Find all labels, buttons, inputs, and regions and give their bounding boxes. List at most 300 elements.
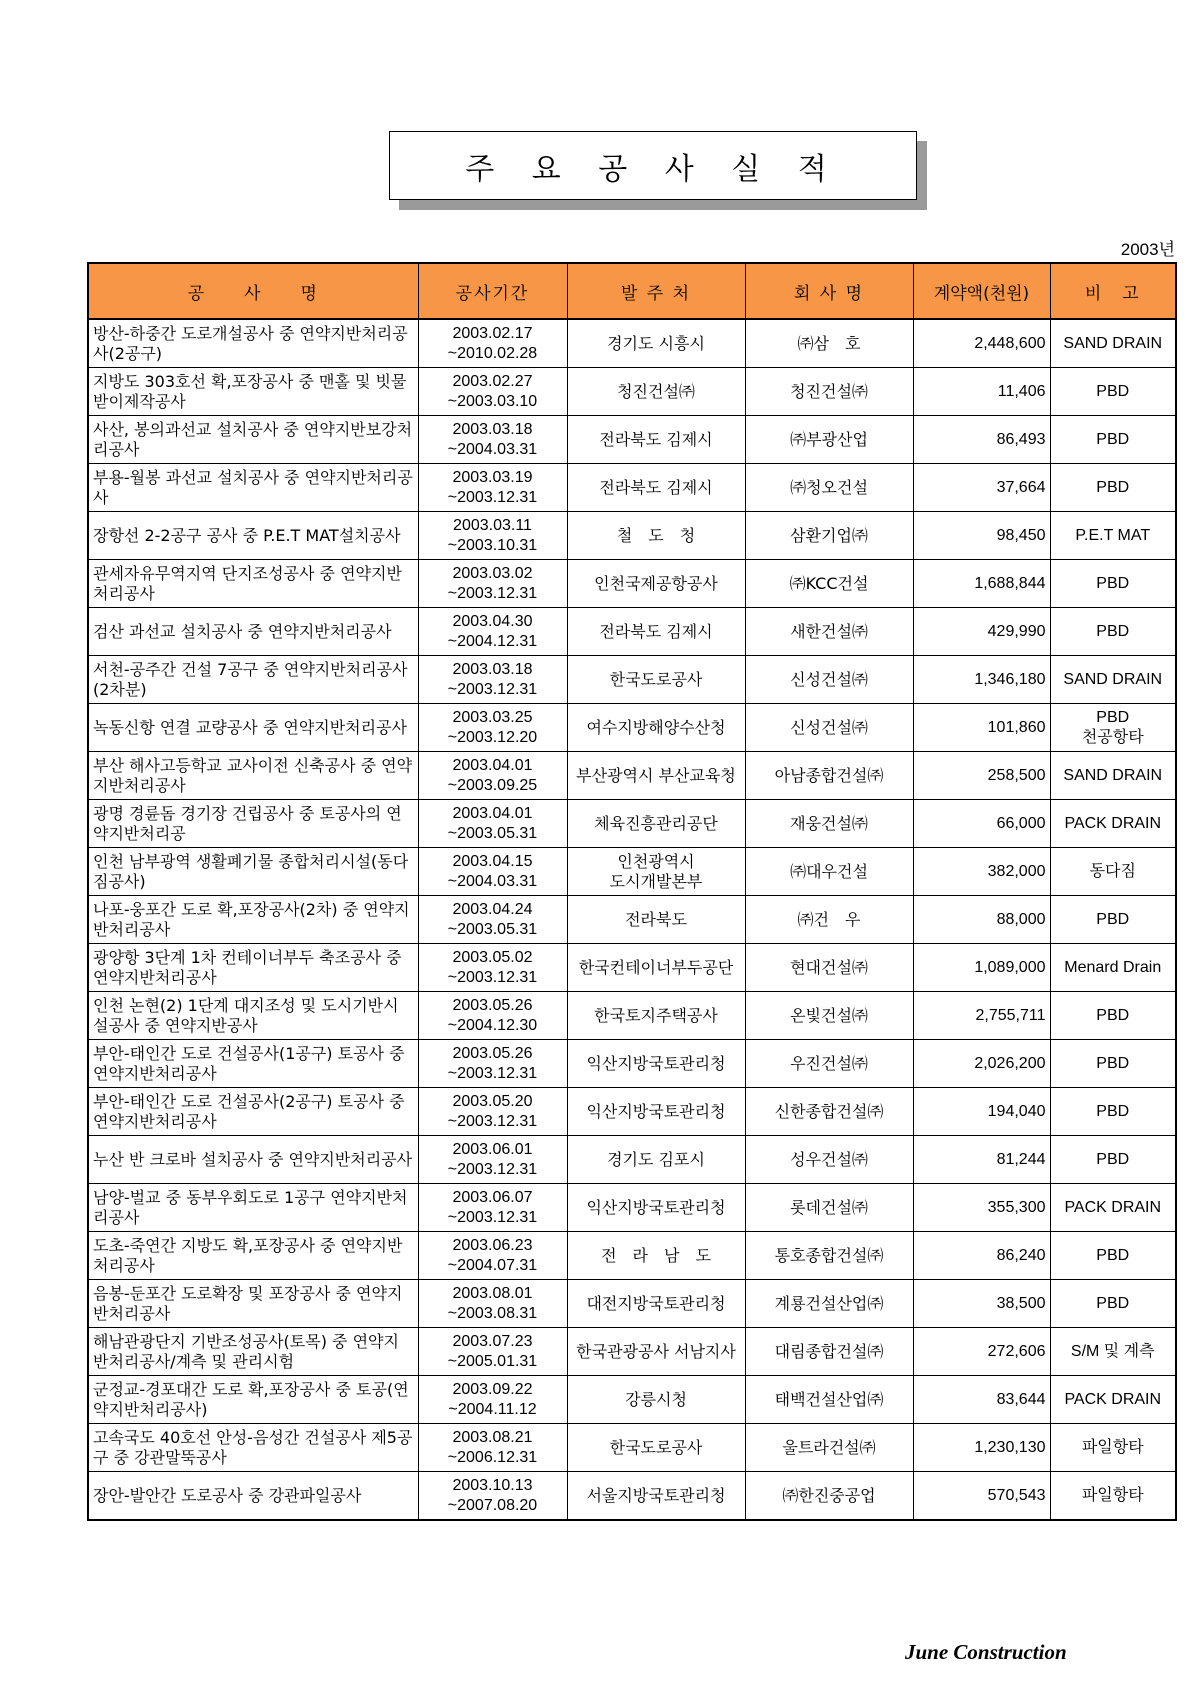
cell-company-text: 신한종합건설㈜	[774, 1101, 884, 1121]
cell-project-name	[88, 1376, 418, 1424]
cell-period-text: 2003.05.20	[452, 1092, 533, 1110]
table-row	[88, 992, 1176, 1040]
cell-amount	[913, 752, 1050, 800]
cell-note-text: PBD	[1096, 1102, 1130, 1120]
table-row	[88, 848, 1176, 896]
cell-period-text: ~2004.03.31	[447, 872, 538, 890]
cell-project-name	[88, 1424, 418, 1472]
cell-amount-text: 2,755,711	[975, 1006, 1046, 1024]
cell-project-name-text: 부용-월봉 과선교 설치공사 중 연약지반처리공사	[93, 467, 413, 507]
cell-note	[1050, 464, 1176, 512]
cell-client	[567, 1184, 745, 1232]
table-row	[88, 1184, 1176, 1232]
works-table	[87, 262, 1177, 1521]
cell-company	[745, 1232, 913, 1280]
cell-period-text: 2003.03.02	[452, 564, 533, 582]
cell-note	[1050, 896, 1176, 944]
cell-period-text: 2003.06.23	[452, 1236, 533, 1254]
cell-client	[567, 1232, 745, 1280]
cell-period-text: ~2010.02.28	[447, 344, 538, 362]
table-row	[88, 1136, 1176, 1184]
cell-client	[567, 416, 745, 464]
cell-client-text: 익산지방국토관리청	[586, 1101, 726, 1121]
cell-company-text: 아남종합건설㈜	[774, 765, 884, 785]
cell-project-name	[88, 560, 418, 608]
cell-project-name-text: 관세자유무역지역 단지조성공사 중 연약지반처리공사	[93, 563, 402, 603]
cell-period-text: 2003.04.01	[452, 804, 533, 822]
cell-project-name-text: 장안-발안간 도로공사 중 강관파일공사	[93, 1485, 362, 1505]
cell-period-text: ~2003.12.31	[447, 1160, 538, 1178]
cell-note	[1050, 1232, 1176, 1280]
cell-company	[745, 368, 913, 416]
cell-project-name-text: 인천 남부광역 생활폐기물 종합처리시설(동다짐공사)	[93, 851, 409, 891]
cell-client-text: 한국도로공사	[609, 669, 703, 689]
cell-company-text: 신성건설㈜	[790, 669, 868, 689]
cell-note-text: 천공항타	[1081, 728, 1144, 746]
cell-project-name	[88, 1184, 418, 1232]
cell-client-text: 익산지방국토관리청	[586, 1053, 726, 1073]
table-row	[88, 1040, 1176, 1088]
cell-amount	[913, 1280, 1050, 1328]
cell-note	[1050, 752, 1176, 800]
cell-period	[418, 1184, 567, 1232]
cell-note	[1050, 368, 1176, 416]
cell-project-name-text: 광양항 3단계 1차 컨테이너부두 축조공사 중 연약지반처리공사	[93, 947, 402, 987]
cell-note-text: PACK DRAIN	[1064, 1390, 1162, 1408]
cell-period-text: ~2005.01.31	[447, 1352, 538, 1370]
cell-company-text: ㈜청오건설	[790, 477, 868, 497]
cell-company	[745, 704, 913, 752]
cell-project-name	[88, 368, 418, 416]
table-row	[88, 560, 1176, 608]
cell-amount	[913, 608, 1050, 656]
cell-client	[567, 464, 745, 512]
cell-project-name	[88, 1136, 418, 1184]
cell-company	[745, 319, 913, 368]
cell-note-text: PBD	[1096, 708, 1130, 726]
cell-company	[745, 656, 913, 704]
cell-project-name	[88, 1328, 418, 1376]
cell-period-text: 2003.04.30	[452, 612, 533, 630]
cell-period-text: ~2006.12.31	[447, 1448, 538, 1466]
cell-period-text: ~2004.11.12	[448, 1400, 537, 1418]
cell-project-name-text: 부안-태인간 도로 건설공사(1공구) 토공사 중 연약지반처리공사	[93, 1043, 405, 1083]
cell-note-text: PBD	[1096, 382, 1130, 400]
cell-note-text: PACK DRAIN	[1064, 814, 1162, 832]
cell-note	[1050, 992, 1176, 1040]
cell-project-name	[88, 944, 418, 992]
cell-project-name-text: 해남관광단지 기반조성공사(토목) 중 연약지반처리공사/계측 및 관리시험	[93, 1331, 399, 1371]
cell-period	[418, 800, 567, 848]
cell-period-text: ~2007.08.20	[447, 1496, 538, 1514]
cell-company-text: 우진건설㈜	[790, 1053, 868, 1073]
cell-company	[745, 560, 913, 608]
cell-note-text: PBD	[1096, 1294, 1130, 1312]
cell-project-name	[88, 1472, 418, 1521]
cell-client-text: 익산지방국토관리청	[586, 1197, 726, 1217]
cell-period	[418, 1280, 567, 1328]
cell-project-name-text: 누산 반 크로바 설치공사 중 연약지반처리공사	[93, 1149, 413, 1169]
cell-note	[1050, 1136, 1176, 1184]
cell-project-name	[88, 319, 418, 368]
cell-amount	[913, 512, 1050, 560]
cell-company-text: 통호종합건설㈜	[774, 1245, 884, 1265]
cell-client	[567, 1376, 745, 1424]
table-row	[88, 1472, 1176, 1521]
cell-note	[1050, 608, 1176, 656]
cell-amount	[913, 560, 1050, 608]
cell-company	[745, 1136, 913, 1184]
cell-period	[418, 608, 567, 656]
cell-client-text: 도시개발본부	[609, 871, 703, 891]
cell-company	[745, 800, 913, 848]
cell-project-name-text: 도초-죽연간 지방도 확,포장공사 중 연약지반처리공사	[93, 1235, 403, 1275]
cell-client	[567, 1280, 745, 1328]
cell-amount-text: 258,500	[987, 766, 1046, 784]
cell-period-text: 2003.08.01	[452, 1284, 533, 1302]
cell-project-name-text: 광명 경륜돔 경기장 건립공사 중 토공사의 연약지반처리공	[93, 803, 402, 843]
cell-amount-text: 429,990	[987, 622, 1046, 640]
cell-period-text: 2003.04.01	[452, 756, 533, 774]
cell-amount	[913, 800, 1050, 848]
cell-client	[567, 848, 745, 896]
cell-note	[1050, 1040, 1176, 1088]
cell-period-text: ~2003.05.31	[447, 824, 538, 842]
cell-amount	[913, 1328, 1050, 1376]
table-row	[88, 368, 1176, 416]
table-row	[88, 416, 1176, 464]
cell-client	[567, 1328, 745, 1376]
cell-company-text: ㈜한진중공업	[782, 1485, 876, 1505]
cell-amount	[913, 944, 1050, 992]
cell-amount-text: 1,346,180	[974, 670, 1046, 688]
cell-company-text: 새한건설㈜	[790, 621, 868, 641]
cell-client	[567, 1040, 745, 1088]
cell-client-text: 전라북도 김제시	[599, 621, 713, 641]
cell-company	[745, 1472, 913, 1521]
cell-client-text: 한국관광공사 서남지사	[576, 1341, 736, 1361]
cell-client-text: 전라북도 김제시	[599, 477, 713, 497]
cell-note	[1050, 1280, 1176, 1328]
cell-note-text: SAND DRAIN	[1063, 334, 1163, 352]
cell-client-text: 체육진흥관리공단	[594, 813, 718, 833]
cell-period-text: ~2003.12.31	[447, 968, 538, 986]
cell-period-text: 2003.03.18	[452, 420, 533, 438]
cell-note	[1050, 704, 1176, 752]
cell-period-text: ~2003.12.31	[447, 680, 538, 698]
cell-client-text: 한국컨테이너부두공단	[578, 957, 734, 977]
cell-project-name	[88, 704, 418, 752]
table-row	[88, 464, 1176, 512]
cell-project-name-text: 녹동신항 연결 교량공사 중 연약지반처리공사	[93, 717, 408, 737]
cell-project-name	[88, 656, 418, 704]
cell-period-text: 2003.03.25	[452, 708, 533, 726]
cell-note-text: PACK DRAIN	[1064, 1198, 1162, 1216]
cell-note-text: PBD	[1096, 1054, 1130, 1072]
cell-project-name	[88, 800, 418, 848]
cell-client	[567, 368, 745, 416]
cell-company-text: 현대건설㈜	[790, 957, 868, 977]
cell-client	[567, 512, 745, 560]
cell-project-name	[88, 896, 418, 944]
cell-period	[418, 992, 567, 1040]
table-row	[88, 319, 1176, 368]
cell-period-text: 2003.10.13	[452, 1476, 533, 1494]
cell-company	[745, 944, 913, 992]
cell-amount-text: 1,230,130	[974, 1438, 1046, 1456]
cell-client	[567, 992, 745, 1040]
cell-amount-text: 2,448,600	[974, 334, 1046, 352]
cell-project-name-text: 부안-태인간 도로 건설공사(2공구) 토공사 중 연약지반처리공사	[93, 1091, 405, 1131]
cell-note-text: PBD	[1096, 478, 1130, 496]
cell-project-name	[88, 992, 418, 1040]
cell-client-text: 여수지방해양수산청	[586, 717, 726, 737]
cell-company-text: ㈜건 우	[797, 909, 861, 929]
cell-period-text: 2003.03.18	[452, 660, 533, 678]
cell-period	[418, 319, 567, 368]
cell-client	[567, 656, 745, 704]
cell-period-text: 2003.03.11	[453, 516, 532, 534]
cell-company	[745, 896, 913, 944]
cell-period-text: ~2003.09.25	[447, 776, 538, 794]
year-label: 2003년	[1120, 240, 1175, 259]
cell-period-text: ~2003.12.31	[447, 1064, 538, 1082]
cell-company-text: 신성건설㈜	[790, 717, 868, 737]
cell-note	[1050, 416, 1176, 464]
cell-note	[1050, 1376, 1176, 1424]
cell-period-text: ~2003.12.20	[447, 728, 538, 746]
header-note: 비 고	[1050, 263, 1176, 319]
cell-client	[567, 752, 745, 800]
cell-amount-text: 101,860	[987, 718, 1046, 736]
cell-amount-text: 98,450	[996, 526, 1046, 544]
table-row	[88, 896, 1176, 944]
cell-project-name-text: 군정교-경포대간 도로 확,포장공사 중 토공(연약지반처리공사)	[93, 1379, 409, 1419]
table-row	[88, 1088, 1176, 1136]
cell-note-text: 파일항타	[1081, 1486, 1144, 1504]
cell-client-text: 대전지방국토관리청	[586, 1293, 726, 1313]
cell-client-text: 철 도 청	[616, 525, 696, 545]
cell-project-name	[88, 416, 418, 464]
cell-project-name	[88, 1088, 418, 1136]
cell-period	[418, 464, 567, 512]
cell-project-name	[88, 1232, 418, 1280]
header-name: 공 사 명	[88, 263, 418, 319]
cell-period-text: 2003.09.22	[452, 1380, 533, 1398]
header-company: 회 사 명	[745, 263, 913, 319]
table-row	[88, 1328, 1176, 1376]
cell-period-text: 2003.04.15	[452, 852, 533, 870]
cell-period	[418, 1136, 567, 1184]
table-header-row	[88, 263, 1176, 319]
cell-note-text: 파일항타	[1081, 1438, 1144, 1456]
cell-amount-text: 66,000	[996, 814, 1046, 832]
header-period: 공사기간	[418, 263, 567, 319]
table-row	[88, 704, 1176, 752]
cell-client	[567, 560, 745, 608]
cell-period	[418, 1088, 567, 1136]
cell-period-text: 2003.04.24	[452, 900, 533, 918]
table-body	[88, 319, 1176, 1520]
cell-note	[1050, 512, 1176, 560]
cell-note-text: SAND DRAIN	[1063, 670, 1163, 688]
cell-period-text: 2003.02.17	[452, 324, 533, 342]
cell-amount	[913, 1136, 1050, 1184]
cell-note	[1050, 1328, 1176, 1376]
cell-note	[1050, 944, 1176, 992]
cell-amount-text: 570,543	[987, 1486, 1046, 1504]
cell-company-text: ㈜대우건설	[790, 861, 868, 881]
cell-project-name	[88, 752, 418, 800]
cell-period-text: ~2003.12.31	[447, 584, 538, 602]
table-row	[88, 800, 1176, 848]
cell-period-text: ~2003.10.31	[447, 536, 538, 554]
cell-company-text: ㈜KCC건설	[789, 573, 869, 593]
cell-company	[745, 1088, 913, 1136]
cell-amount	[913, 896, 1050, 944]
cell-project-name	[88, 1280, 418, 1328]
cell-note-text: Menard Drain	[1064, 958, 1162, 976]
cell-period-text: ~2004.12.30	[447, 1016, 538, 1034]
cell-company	[745, 1040, 913, 1088]
cell-period-text: ~2004.07.31	[447, 1256, 538, 1274]
cell-period-text: 2003.02.27	[452, 372, 533, 390]
cell-period-text: ~2003.12.31	[447, 1112, 538, 1130]
cell-note-text: PBD	[1096, 622, 1130, 640]
cell-amount	[913, 848, 1050, 896]
cell-period-text: ~2003.12.31	[447, 488, 538, 506]
header-client: 발 주 처	[567, 263, 745, 319]
cell-period-text: ~2003.05.31	[447, 920, 538, 938]
cell-period-text: 2003.07.23	[452, 1332, 533, 1350]
table-row	[88, 608, 1176, 656]
cell-note-text: PBD	[1096, 430, 1130, 448]
cell-note-text: P.E.T MAT	[1075, 526, 1151, 544]
cell-client	[567, 800, 745, 848]
cell-company-text: 대림종합건설㈜	[774, 1341, 884, 1361]
cell-period-text: ~2004.03.31	[447, 440, 538, 458]
cell-project-name	[88, 512, 418, 560]
cell-company-text: 계룡건설산업㈜	[774, 1293, 884, 1313]
table-row	[88, 1424, 1176, 1472]
cell-client	[567, 1472, 745, 1521]
cell-amount	[913, 319, 1050, 368]
cell-period-text: 2003.03.19	[452, 468, 533, 486]
cell-project-name-text: 고속국도 40호선 안성-음성간 건설공사 제5공구 중 강관말뚝공사	[93, 1427, 413, 1467]
table-row	[88, 1232, 1176, 1280]
cell-note	[1050, 560, 1176, 608]
table-row	[88, 944, 1176, 992]
cell-amount	[913, 656, 1050, 704]
cell-company-text: 태백건설산업㈜	[774, 1389, 884, 1409]
cell-period	[418, 1376, 567, 1424]
cell-client-text: 서울지방국토관리청	[586, 1485, 726, 1505]
cell-project-name-text: 지방도 303호선 확,포장공사 중 맨홀 및 빗물받이제작공사	[93, 371, 407, 411]
cell-period	[418, 704, 567, 752]
cell-amount	[913, 704, 1050, 752]
cell-company	[745, 752, 913, 800]
cell-company	[745, 1376, 913, 1424]
cell-company	[745, 416, 913, 464]
cell-period	[418, 752, 567, 800]
cell-company	[745, 512, 913, 560]
company-brand: June Construction	[905, 1640, 1067, 1664]
cell-period-text: 2003.05.26	[452, 996, 533, 1014]
cell-client-text: 전라북도 김제시	[599, 429, 713, 449]
cell-company-text: 성우건설㈜	[790, 1149, 868, 1169]
cell-note-text: PBD	[1096, 1246, 1130, 1264]
cell-company	[745, 992, 913, 1040]
cell-period	[418, 1472, 567, 1521]
cell-client-text: 경기도 시흥시	[607, 333, 705, 353]
cell-company	[745, 1424, 913, 1472]
cell-company-text: 청진건설㈜	[790, 381, 868, 401]
cell-client-text: 강릉시청	[625, 1389, 687, 1409]
cell-amount	[913, 1376, 1050, 1424]
cell-amount-text: 86,240	[996, 1246, 1046, 1264]
cell-note-text: PBD	[1096, 1150, 1130, 1168]
cell-amount-text: 81,244	[996, 1150, 1046, 1168]
cell-note-text: PBD	[1096, 574, 1130, 592]
cell-note	[1050, 319, 1176, 368]
cell-period-text: ~2003.03.10	[447, 392, 538, 410]
cell-project-name	[88, 848, 418, 896]
table-row	[88, 752, 1176, 800]
cell-amount-text: 1,688,844	[974, 574, 1046, 592]
cell-amount	[913, 1040, 1050, 1088]
cell-period-text: ~2004.12.31	[447, 632, 538, 650]
cell-period	[418, 1328, 567, 1376]
cell-amount-text: 88,000	[996, 910, 1046, 928]
cell-project-name	[88, 608, 418, 656]
table-row	[88, 1280, 1176, 1328]
cell-amount-text: 37,664	[996, 478, 1046, 496]
cell-note-text: PBD	[1096, 1006, 1130, 1024]
cell-note-text: SAND DRAIN	[1063, 766, 1163, 784]
cell-client-text: 청진건설㈜	[617, 381, 695, 401]
cell-amount-text: 11,406	[997, 382, 1046, 400]
cell-note	[1050, 656, 1176, 704]
cell-client	[567, 896, 745, 944]
table-row	[88, 656, 1176, 704]
cell-client	[567, 1424, 745, 1472]
cell-period	[418, 848, 567, 896]
cell-period	[418, 1424, 567, 1472]
cell-note	[1050, 848, 1176, 896]
page-title: 주 요 공 사 실 적	[389, 131, 917, 200]
cell-period-text: 2003.06.07	[452, 1188, 533, 1206]
cell-amount	[913, 1472, 1050, 1521]
cell-note	[1050, 1424, 1176, 1472]
cell-project-name	[88, 464, 418, 512]
cell-period-text: 2003.05.26	[452, 1044, 533, 1062]
cell-period	[418, 368, 567, 416]
cell-project-name-text: 나포-웅포간 도로 확,포장공사(2차) 중 연약지반처리공사	[93, 899, 410, 939]
cell-note-text: 동다짐	[1089, 862, 1136, 880]
cell-period	[418, 512, 567, 560]
cell-client	[567, 944, 745, 992]
cell-amount	[913, 1424, 1050, 1472]
cell-amount-text: 272,606	[987, 1342, 1046, 1360]
cell-client-text: 부산광역시 부산교육청	[576, 765, 736, 785]
cell-amount	[913, 1232, 1050, 1280]
cell-period	[418, 896, 567, 944]
cell-client-text: 인천광역시	[617, 851, 695, 871]
cell-company	[745, 1280, 913, 1328]
cell-company	[745, 464, 913, 512]
cell-note	[1050, 1472, 1176, 1521]
table-row	[88, 512, 1176, 560]
